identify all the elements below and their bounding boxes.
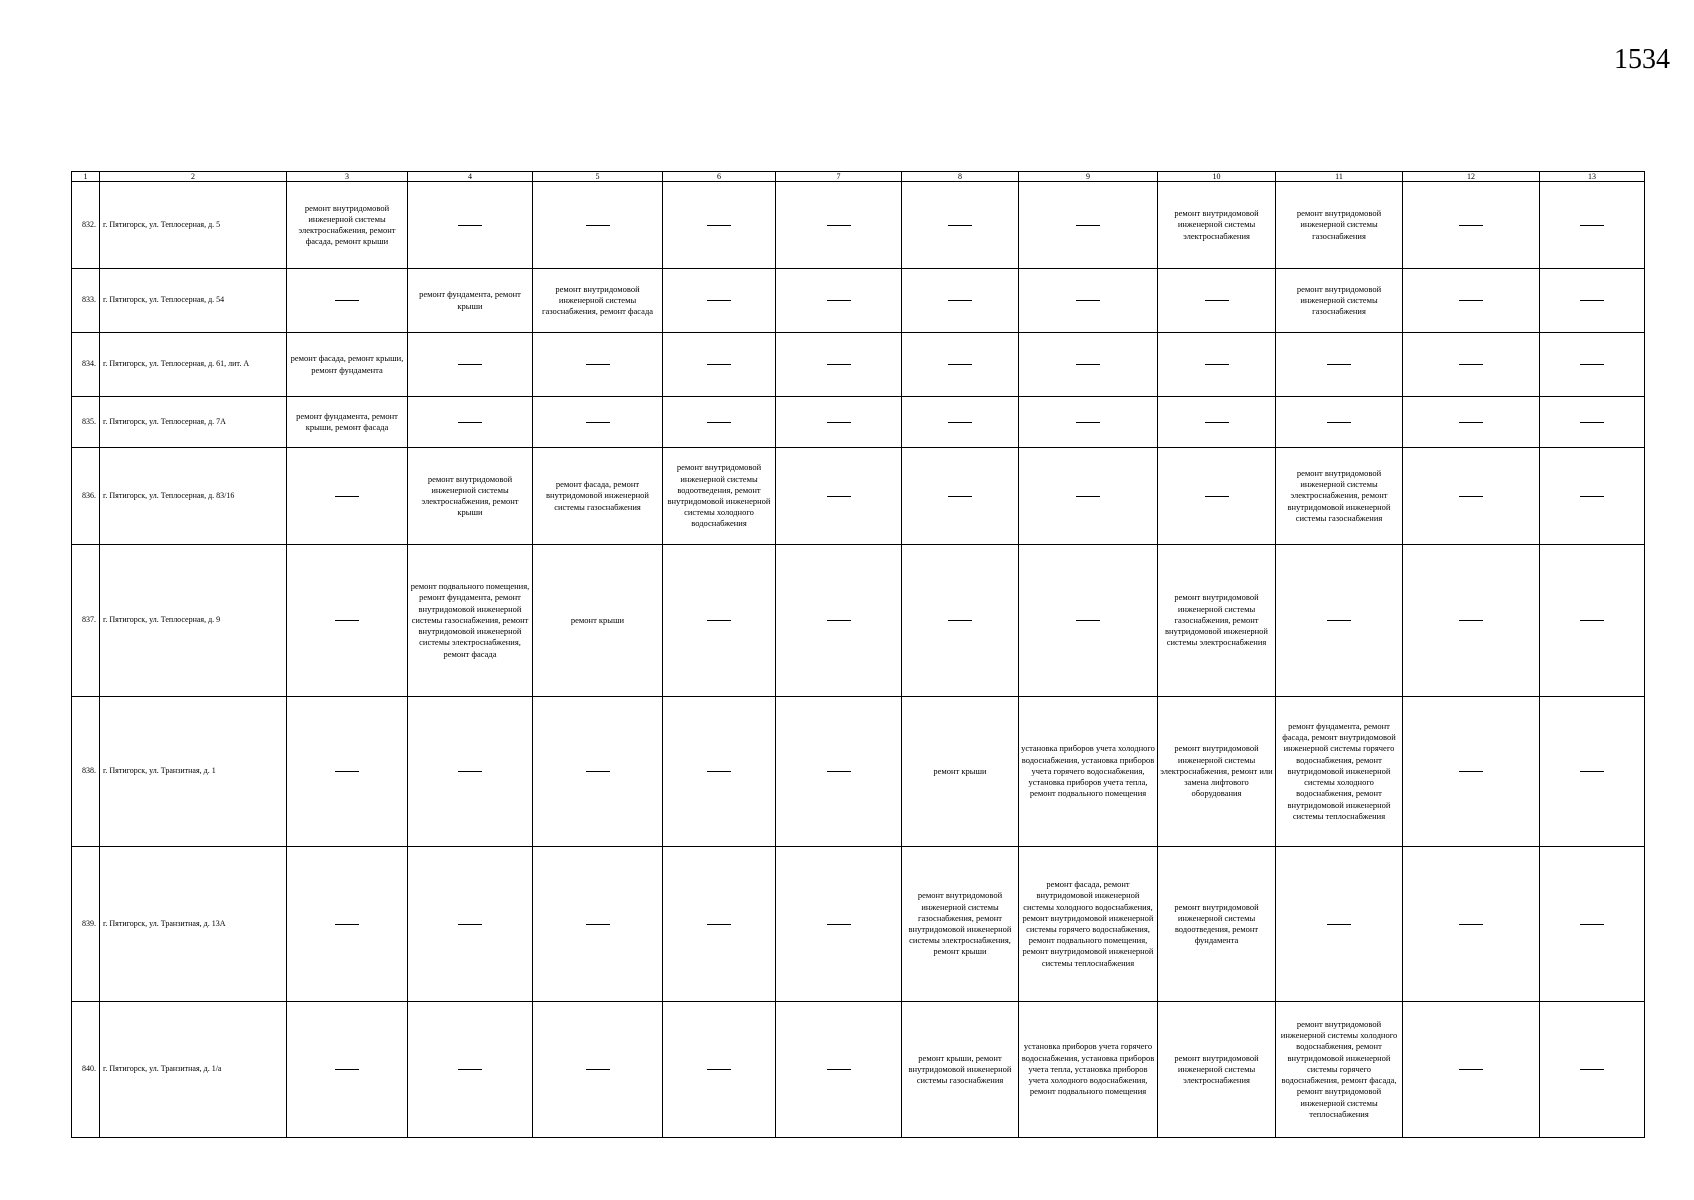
page-number: 1534 <box>1614 44 1670 75</box>
work-cell-11 <box>1276 333 1403 397</box>
work-cell-11: ремонт внутридомовой инженерной системы электроснабжения, ремонт внутридомовой инженерной системы газоснабжения <box>1276 448 1403 545</box>
address-cell: г. Пятигорск, ул. Теплосерная, д. 9 <box>100 545 287 697</box>
work-cell-6 <box>663 697 776 847</box>
work-cell-8: ремонт крыши, ремонт внутридомовой инженерной системы газоснабжения <box>902 1002 1019 1138</box>
empty-dash <box>827 620 851 621</box>
column-number-row <box>72 172 1645 182</box>
empty-dash <box>335 1069 359 1070</box>
work-cell-6 <box>663 545 776 697</box>
work-cell-3 <box>287 1002 408 1138</box>
empty-dash <box>1076 364 1100 365</box>
work-cell-11: ремонт внутридомовой инженерной системы газоснабжения <box>1276 182 1403 269</box>
empty-dash <box>458 422 482 423</box>
work-cell-6 <box>663 847 776 1002</box>
empty-dash <box>948 300 972 301</box>
work-cell-4 <box>408 397 533 448</box>
table-row <box>72 182 1645 269</box>
empty-dash <box>948 620 972 621</box>
table-body <box>72 172 1645 1138</box>
empty-dash <box>1459 225 1483 226</box>
empty-dash <box>1459 1069 1483 1070</box>
table-row <box>72 269 1645 333</box>
column-number: 3 <box>287 172 408 182</box>
work-cell-5: ремонт крыши <box>533 545 663 697</box>
work-cell-10: ремонт внутридомовой инженерной системы электроснабжения, ремонт или замена лифтового оборудования <box>1158 697 1276 847</box>
empty-dash <box>1580 771 1604 772</box>
empty-dash <box>1327 620 1351 621</box>
work-cell-12 <box>1403 269 1540 333</box>
work-cell-12 <box>1403 847 1540 1002</box>
column-number: 7 <box>776 172 902 182</box>
work-cell-13 <box>1540 448 1645 545</box>
work-cell-4 <box>408 1002 533 1138</box>
address-cell: г. Пятигорск, ул. Теплосерная, д. 54 <box>100 269 287 333</box>
empty-dash <box>1580 422 1604 423</box>
work-cell-8: ремонт крыши <box>902 697 1019 847</box>
empty-dash <box>1205 422 1229 423</box>
table-row <box>72 697 1645 847</box>
work-cell-10: ремонт внутридомовой инженерной системы газоснабжения, ремонт внутридомовой инженерной системы электроснабжения <box>1158 545 1276 697</box>
empty-dash <box>707 364 731 365</box>
empty-dash <box>1076 422 1100 423</box>
work-cell-4 <box>408 847 533 1002</box>
work-cell-9: установка приборов учета холодного водоснабжения, установка приборов учета горячего водоснабжения, установка приборов учета тепла, ремонт подвального помещения <box>1019 697 1158 847</box>
row-number-cell: 839. <box>72 847 100 1002</box>
empty-dash <box>827 1069 851 1070</box>
empty-dash <box>1459 422 1483 423</box>
row-number-cell: 832. <box>72 182 100 269</box>
empty-dash <box>1580 496 1604 497</box>
work-cell-5: ремонт фасада, ремонт внутридомовой инженерной системы газоснабжения <box>533 448 663 545</box>
work-cell-9: установка приборов учета горячего водоснабжения, установка приборов учета тепла, установка приборов учета холодного водоснабжения, ремонт подвального помещения <box>1019 1002 1158 1138</box>
empty-dash <box>586 1069 610 1070</box>
row-number-cell: 840. <box>72 1002 100 1138</box>
work-cell-13 <box>1540 333 1645 397</box>
address-cell: г. Пятигорск, ул. Транзитная, д. 1/а <box>100 1002 287 1138</box>
empty-dash <box>1459 364 1483 365</box>
work-cell-10 <box>1158 397 1276 448</box>
work-cell-7 <box>776 697 902 847</box>
work-cell-11 <box>1276 545 1403 697</box>
work-cell-12 <box>1403 448 1540 545</box>
work-cell-12 <box>1403 1002 1540 1138</box>
empty-dash <box>586 364 610 365</box>
work-cell-7 <box>776 847 902 1002</box>
work-cell-3 <box>287 847 408 1002</box>
work-cell-6 <box>663 333 776 397</box>
empty-dash <box>827 771 851 772</box>
empty-dash <box>827 364 851 365</box>
work-cell-5 <box>533 1002 663 1138</box>
work-cell-3 <box>287 448 408 545</box>
register-table <box>71 171 1645 1138</box>
work-cell-12 <box>1403 545 1540 697</box>
work-cell-10: ремонт внутридомовой инженерной системы электроснабжения <box>1158 182 1276 269</box>
work-cell-7 <box>776 182 902 269</box>
empty-dash <box>827 300 851 301</box>
row-number-cell: 838. <box>72 697 100 847</box>
empty-dash <box>1327 924 1351 925</box>
work-cell-8 <box>902 269 1019 333</box>
empty-dash <box>1205 496 1229 497</box>
empty-dash <box>1580 620 1604 621</box>
work-cell-9 <box>1019 333 1158 397</box>
column-number: 11 <box>1276 172 1403 182</box>
work-cell-13 <box>1540 697 1645 847</box>
work-cell-8 <box>902 545 1019 697</box>
empty-dash <box>335 300 359 301</box>
column-number: 12 <box>1403 172 1540 182</box>
work-cell-3: ремонт фасада, ремонт крыши, ремонт фундамента <box>287 333 408 397</box>
empty-dash <box>335 771 359 772</box>
empty-dash <box>586 422 610 423</box>
empty-dash <box>1580 924 1604 925</box>
empty-dash <box>1076 496 1100 497</box>
empty-dash <box>1327 364 1351 365</box>
column-number: 9 <box>1019 172 1158 182</box>
work-cell-3 <box>287 269 408 333</box>
empty-dash <box>1580 300 1604 301</box>
work-cell-6 <box>663 1002 776 1138</box>
work-cell-11: ремонт фундамента, ремонт фасада, ремонт внутридомовой инженерной системы горячего водоснабжения, ремонт внутридомовой инженерной системы холодного водоснабжения, ремонт внутридомовой инженерной системы теплоснабжения <box>1276 697 1403 847</box>
work-cell-3 <box>287 545 408 697</box>
empty-dash <box>827 225 851 226</box>
work-cell-10 <box>1158 269 1276 333</box>
empty-dash <box>335 620 359 621</box>
empty-dash <box>827 422 851 423</box>
work-cell-5: ремонт внутридомовой инженерной системы газоснабжения, ремонт фасада <box>533 269 663 333</box>
empty-dash <box>948 496 972 497</box>
work-cell-10 <box>1158 448 1276 545</box>
empty-dash <box>707 300 731 301</box>
row-number-cell: 834. <box>72 333 100 397</box>
column-number: 4 <box>408 172 533 182</box>
row-number-cell: 835. <box>72 397 100 448</box>
work-cell-10: ремонт внутридомовой инженерной системы электроснабжения <box>1158 1002 1276 1138</box>
empty-dash <box>1580 364 1604 365</box>
empty-dash <box>458 225 482 226</box>
row-number-cell: 836. <box>72 448 100 545</box>
column-number: 2 <box>100 172 287 182</box>
empty-dash <box>586 771 610 772</box>
empty-dash <box>1205 364 1229 365</box>
empty-dash <box>1459 620 1483 621</box>
work-cell-13 <box>1540 182 1645 269</box>
work-cell-11 <box>1276 847 1403 1002</box>
work-cell-4 <box>408 333 533 397</box>
empty-dash <box>948 364 972 365</box>
table-row <box>72 545 1645 697</box>
address-cell: г. Пятигорск, ул. Теплосерная, д. 5 <box>100 182 287 269</box>
row-number-cell: 837. <box>72 545 100 697</box>
empty-dash <box>1205 300 1229 301</box>
work-cell-12 <box>1403 333 1540 397</box>
table-row <box>72 333 1645 397</box>
column-number: 8 <box>902 172 1019 182</box>
work-cell-8 <box>902 397 1019 448</box>
empty-dash <box>1580 225 1604 226</box>
empty-dash <box>707 771 731 772</box>
row-number-cell: 833. <box>72 269 100 333</box>
column-number: 13 <box>1540 172 1645 182</box>
table-row <box>72 1002 1645 1138</box>
column-number: 5 <box>533 172 663 182</box>
empty-dash <box>827 924 851 925</box>
work-cell-7 <box>776 333 902 397</box>
work-cell-5 <box>533 847 663 1002</box>
address-cell: г. Пятигорск, ул. Теплосерная, д. 83/16 <box>100 448 287 545</box>
work-cell-12 <box>1403 697 1540 847</box>
empty-dash <box>1459 924 1483 925</box>
work-cell-3 <box>287 697 408 847</box>
column-number: 1 <box>72 172 100 182</box>
work-cell-5 <box>533 697 663 847</box>
empty-dash <box>458 924 482 925</box>
work-cell-13 <box>1540 847 1645 1002</box>
table-row <box>72 847 1645 1002</box>
work-cell-11 <box>1276 397 1403 448</box>
empty-dash <box>1580 1069 1604 1070</box>
work-cell-6 <box>663 269 776 333</box>
empty-dash <box>1459 771 1483 772</box>
work-cell-11: ремонт внутридомовой инженерной системы газоснабжения <box>1276 269 1403 333</box>
work-cell-13 <box>1540 1002 1645 1138</box>
empty-dash <box>707 620 731 621</box>
work-cell-3: ремонт фундамента, ремонт крыши, ремонт фасада <box>287 397 408 448</box>
address-cell: г. Пятигорск, ул. Транзитная, д. 1 <box>100 697 287 847</box>
address-cell: г. Пятигорск, ул. Теплосерная, д. 61, лит. А <box>100 333 287 397</box>
empty-dash <box>458 1069 482 1070</box>
work-cell-10 <box>1158 333 1276 397</box>
work-cell-9 <box>1019 182 1158 269</box>
empty-dash <box>948 225 972 226</box>
empty-dash <box>707 225 731 226</box>
empty-dash <box>1459 300 1483 301</box>
empty-dash <box>1076 300 1100 301</box>
work-cell-6: ремонт внутридомовой инженерной системы водоотведения, ремонт внутридомовой инженерной системы холодного водоснабжения <box>663 448 776 545</box>
work-cell-9: ремонт фасада, ремонт внутридомовой инженерной системы холодного водоснабжения, ремонт внутридомовой инженерной системы горячего водоснабжения, ремонт подвального помещения, ремонт внутридомовой инженерной системы теплоснабжения <box>1019 847 1158 1002</box>
empty-dash <box>1327 422 1351 423</box>
work-cell-8 <box>902 182 1019 269</box>
work-cell-5 <box>533 182 663 269</box>
work-cell-13 <box>1540 397 1645 448</box>
work-cell-12 <box>1403 397 1540 448</box>
column-number: 6 <box>663 172 776 182</box>
work-cell-8 <box>902 333 1019 397</box>
empty-dash <box>335 496 359 497</box>
work-cell-9 <box>1019 269 1158 333</box>
empty-dash <box>458 364 482 365</box>
work-cell-11: ремонт внутридомовой инженерной системы холодного водоснабжения, ремонт внутридомовой инженерной системы горячего водоснабжения, ремонт фасада, ремонт внутридомовой инженерной системы теплоснабжения <box>1276 1002 1403 1138</box>
empty-dash <box>1076 225 1100 226</box>
work-cell-5 <box>533 333 663 397</box>
empty-dash <box>458 771 482 772</box>
empty-dash <box>707 1069 731 1070</box>
work-cell-6 <box>663 397 776 448</box>
work-cell-13 <box>1540 545 1645 697</box>
work-cell-7 <box>776 545 902 697</box>
work-cell-4: ремонт фундамента, ремонт крыши <box>408 269 533 333</box>
work-cell-4: ремонт внутридомовой инженерной системы электроснабжения, ремонт крыши <box>408 448 533 545</box>
empty-dash <box>586 924 610 925</box>
empty-dash <box>827 496 851 497</box>
work-cell-6 <box>663 182 776 269</box>
work-cell-4 <box>408 182 533 269</box>
empty-dash <box>586 225 610 226</box>
work-cell-7 <box>776 269 902 333</box>
work-cell-4 <box>408 697 533 847</box>
work-cell-7 <box>776 1002 902 1138</box>
table-row <box>72 448 1645 545</box>
work-cell-9 <box>1019 448 1158 545</box>
empty-dash <box>335 924 359 925</box>
empty-dash <box>1459 496 1483 497</box>
work-cell-12 <box>1403 182 1540 269</box>
empty-dash <box>948 422 972 423</box>
work-cell-7 <box>776 397 902 448</box>
work-cell-9 <box>1019 397 1158 448</box>
work-cell-10: ремонт внутридомовой инженерной системы водоотведения, ремонт фундамента <box>1158 847 1276 1002</box>
empty-dash <box>707 924 731 925</box>
work-cell-9 <box>1019 545 1158 697</box>
work-cell-8 <box>902 448 1019 545</box>
work-cell-3: ремонт внутридомовой инженерной системы электроснабжения, ремонт фасада, ремонт крыши <box>287 182 408 269</box>
column-number: 10 <box>1158 172 1276 182</box>
empty-dash <box>707 422 731 423</box>
address-cell: г. Пятигорск, ул. Теплосерная, д. 7А <box>100 397 287 448</box>
work-cell-7 <box>776 448 902 545</box>
address-cell: г. Пятигорск, ул. Транзитная, д. 13А <box>100 847 287 1002</box>
work-cell-5 <box>533 397 663 448</box>
work-cell-8: ремонт внутридомовой инженерной системы газоснабжения, ремонт внутридомовой инженерной системы электроснабжения, ремонт крыши <box>902 847 1019 1002</box>
table-row <box>72 397 1645 448</box>
empty-dash <box>1076 620 1100 621</box>
work-cell-13 <box>1540 269 1645 333</box>
work-cell-4: ремонт подвального помещения, ремонт фундамента, ремонт внутридомовой инженерной системы газоснабжения, ремонт внутридомовой инженерной системы электроснабжения, ремонт фасада <box>408 545 533 697</box>
